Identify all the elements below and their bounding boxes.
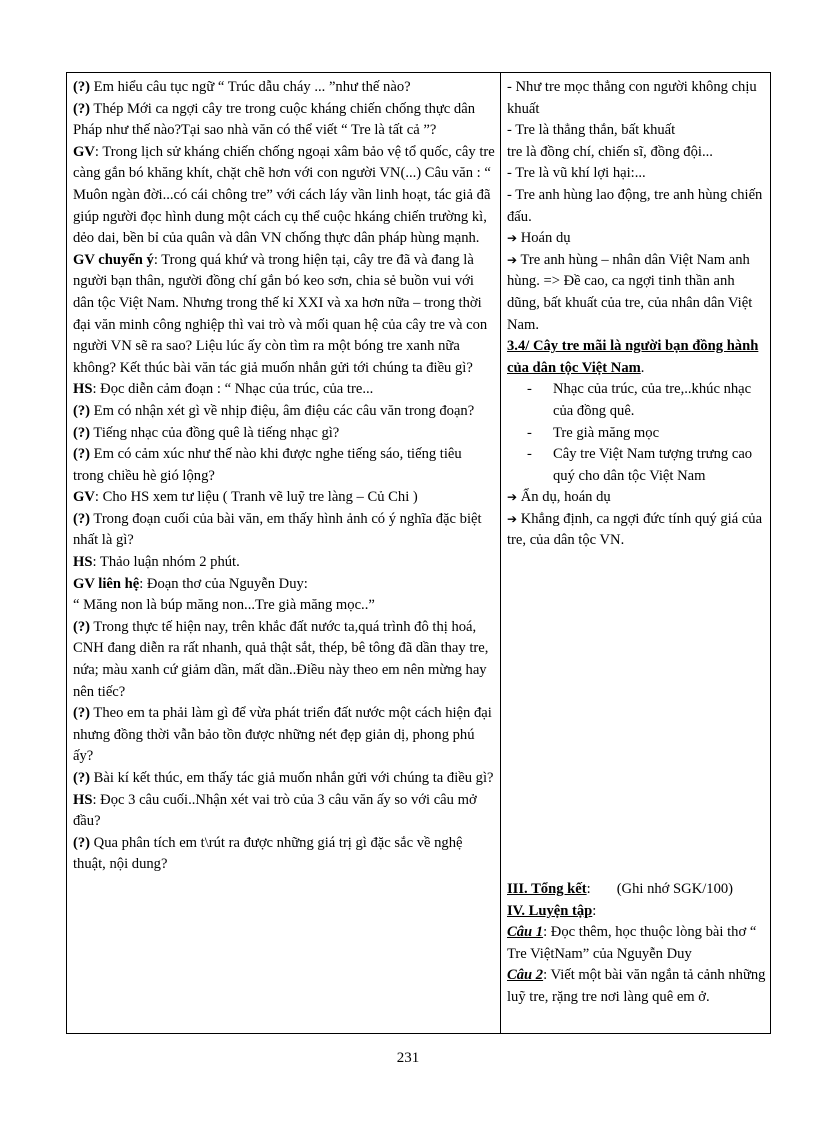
section-heading: 3.4/ Cây tre mãi là người bạn đồng hành của dân tộc Việt Nam. (507, 338, 759, 376)
question-7: (?) Trong thực tế hiện nay, trên khắc đất nước ta,quá trình đô thị hoá, CNH đang diễn ra rất nhanh, quả thật sắt, thép, bê tông đã dần thay tre, nứa; màu xanh cứ giảm dần, mất dần..Điều này theo em nên mừng hay nên tiếc? (73, 618, 489, 700)
answer-9: ➔ Khẳng định, ca ngợi đức tính quý giá của tre, của dân tộc VN. (507, 510, 763, 549)
arrow-right-icon: ➔ (507, 511, 518, 526)
answer-7: ➔ Tre anh hùng – nhân dân Việt Nam anh hùng. => Đề cao, ca ngợi tinh thần anh dũng, bất khuất của tre, của nhân dân Việt Nam. (507, 251, 753, 333)
question-8: (?) Theo em ta phải làm gì để vừa phát triển đất nước một cách hiện đại nhưng đồng thời vẫn bảo tồn được những nét đẹp giản dị, phong phú ấy? (73, 705, 492, 765)
question-10: (?) Qua phân tích em t\rút ra được những giá trị gì đặc sắc về nghệ thuật, nội dung? (73, 834, 463, 873)
column-divider (500, 73, 501, 1033)
student-task-1: HS: Đọc diễn cảm đoạn : “ Nhạc của trúc, của tre... (73, 381, 374, 398)
list-item: - Nhạc của trúc, của tre,..khúc nhạc của đồng quê. (527, 379, 767, 422)
arrow-right-icon: ➔ (507, 231, 518, 246)
practice-task-1: Câu 1: Đọc thêm, học thuộc lòng bài thơ “ Tre ViệtNam” của Nguyễn Duy (507, 924, 757, 962)
list-item: - Tre già măng mọc (527, 423, 767, 445)
summary-heading: III. Tổng kết: (Ghi nhớ SGK/100) (507, 881, 734, 897)
lesson-table (66, 72, 771, 1034)
list-item: - Cây tre Việt Nam tượng trưng cao quý cho dân tộc Việt Nam (527, 444, 767, 487)
page-number: 231 (396, 1050, 420, 1066)
teacher-transition: GV chuyển ý: Trong quá khứ và trong hiện tại, cây tre đã và đang là người bạn thân, người đồng chí gắn bó keo sơn, chia sẻ buồn vui với dân tộc Việt Nam. Nhưng trong thế kỉ XXI và xa hơn nữa – trong thời đại văn minh công nghiệp thì vai trò và mối quan hệ của cây tre và con người VN sẽ ra sao? Liệu lúc ấy còn tìm ra một bóng tre xanh nữa không? Kết thúc bài văn tác giả muốn nhắn gửi tới chúng ta điều gì? (73, 251, 488, 376)
arrow-right-icon: ➔ (507, 490, 518, 505)
teacher-note-2: GV: Cho HS xem tư liệu ( Tranh vẽ luỹ tre làng – Củ Chi ) (73, 489, 418, 506)
question-6: (?) Trong đoạn cuối của bài văn, em thấy hình ảnh có ý nghĩa đặc biệt nhất là gì? (73, 510, 482, 549)
answer-5: - Tre anh hùng lao động, tre anh hùng chiến đấu. (507, 186, 763, 225)
question-5: (?) Em có cảm xúc như thế nào khi được nghe tiếng sáo, tiếng tiêu trong chiều hè gió lộng? (73, 446, 462, 484)
student-task-2: HS: Thảo luận nhóm 2 phút. (73, 554, 240, 571)
summary-practice-block (507, 879, 769, 1009)
answer-6: ➔ Hoán dụ (507, 230, 571, 247)
teacher-note-1: GV: Trong lịch sử kháng chiến chống ngoại xâm bảo vệ tổ quốc, cây tre càng gắn bó khăng khít, chặt chẽ hơn với con người VN(...) Câu văn : “ Muôn ngàn đời...có cái chông tre” với cách láy vần linh hoạt, tác giả đã giúp người đọc hình dung một cách cụ thể cuộc hkáng chiến trường kì, dẻo dai, bền bỉ của quân và dân VN chống thực dân pháp hùng mạnh. (73, 143, 495, 247)
poem-quote: “ Măng non là búp măng non...Tre già măng mọc..” (73, 597, 375, 614)
practice-task-2: Câu 2: Viết một bài văn ngắn tả cảnh những luỹ tre, rặng tre nơi làng quê em ở. (507, 967, 766, 1005)
question-1: (?) Em hiểu câu tục ngữ “ Trúc dẫu cháy ... ”như thế nào? (73, 79, 411, 95)
teacher-connection: GV liên hệ: Đoạn thơ của Nguyễn Duy: (73, 575, 308, 592)
question-2: (?) Thép Mới ca ngợi cây tre trong cuộc kháng chiến chống thực dân Pháp như thế nào?Tại sao nhà văn có thể viết “ Tre là tất cả ”? (73, 100, 475, 139)
answer-3: tre là đồng chí, chiến sĩ, đồng đội... (507, 143, 713, 160)
student-task-3: HS: Đọc 3 câu cuối..Nhận xét vai trò của 3 câu văn ấy so với câu mở đầu? (73, 791, 477, 830)
content-column (507, 77, 767, 552)
question-9: (?) Bài kí kết thúc, em thấy tác giả muốn nhắn gửi với chúng ta điều gì? (73, 770, 494, 786)
arrow-right-icon: ➔ (507, 252, 518, 267)
bullet-list (507, 379, 767, 487)
answer-2: - Tre là thẳng thắn, bất khuất (507, 122, 676, 139)
practice-heading: IV. Luyện tập: (507, 902, 597, 919)
answer-1: - Như tre mọc thẳng con người không chịu khuất (507, 79, 757, 117)
answer-8: ➔ Ẩn dụ, hoán dụ (507, 489, 611, 506)
question-4: (?) Tiếng nhạc của đồng quê là tiếng nhạc gì? (73, 424, 340, 441)
question-3: (?) Em có nhận xét gì về nhịp điệu, âm điệu các câu văn trong đoạn? (73, 402, 475, 419)
teacher-activity-column (73, 77, 496, 876)
answer-4: - Tre là vũ khí lợi hại:... (507, 165, 646, 182)
